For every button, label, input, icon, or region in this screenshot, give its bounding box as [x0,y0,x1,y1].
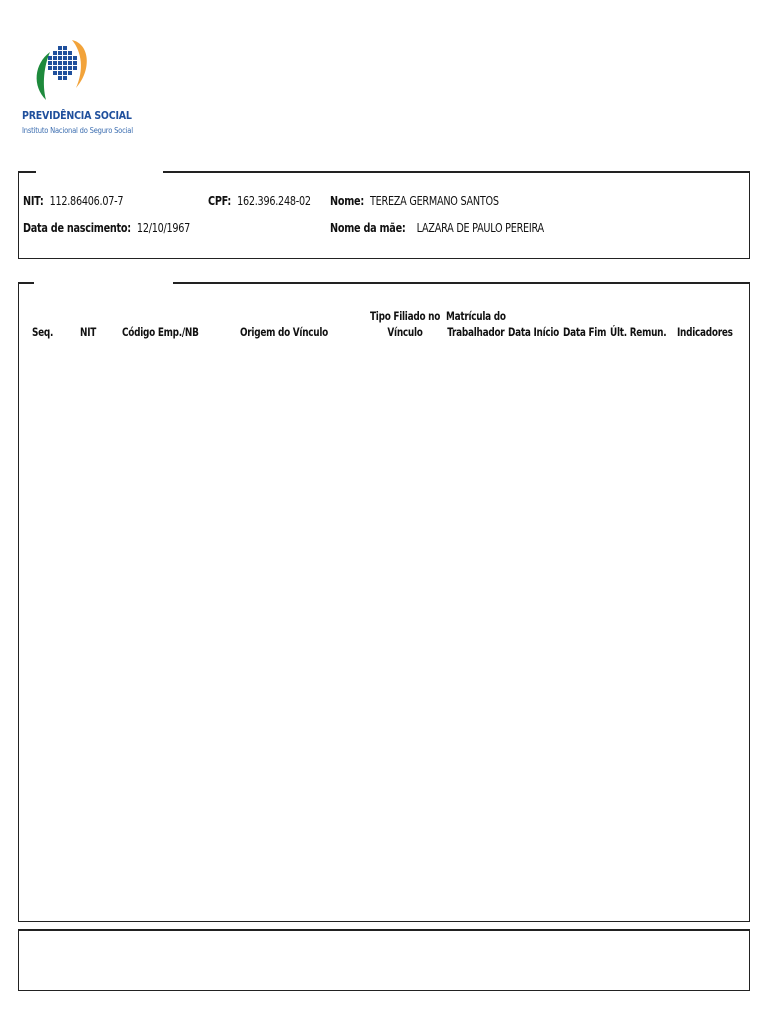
birthdate-value: 12/10/1967 [136,220,191,235]
cpf-field [208,193,311,208]
header-codigo-emp-nb: Código Emp./NB [122,325,199,339]
header-matricula-trabalhador [446,308,506,340]
mother-name-label: Nome da mãe: [330,220,406,235]
previdencia-logo-icon [32,36,94,106]
mother-name-field [330,220,544,235]
footer-section [18,929,750,991]
nit-label: NIT: [23,193,44,208]
brand-name: PREVIDÊNCIA SOCIAL [22,110,132,122]
header-tipo-filiado [370,308,440,340]
header-tipo-filiado-line1: Tipo Filiado no [370,309,441,323]
nit-field [23,193,123,208]
header-nit: NIT [80,325,97,339]
birthdate-field [23,220,190,235]
vinculos-table [18,282,750,922]
cpf-label: CPF: [208,193,232,208]
identification-section [18,171,750,259]
header-data-inicio: Data Início [508,325,560,339]
header-origem-vinculo: Origem do Vínculo [240,325,329,339]
header-matricula-line1: Matrícula do [446,309,506,323]
nome-value: TEREZA GERMANO SANTOS [369,193,499,208]
mother-name-value: LAZARA DE PAULO PEREIRA [416,220,544,235]
header-matricula-line2: Trabalhador [447,325,505,339]
nit-value: 112.86406.07-7 [49,193,124,208]
birthdate-label: Data de nascimento: [23,220,131,235]
header-tipo-filiado-line2: Vínculo [387,325,423,339]
nome-label: Nome: [330,193,364,208]
header-indicadores: Indicadores [677,325,733,339]
header-data-fim: Data Fim [563,325,607,339]
cpf-value: 162.396.248-02 [237,193,311,208]
brand-subtitle: Instituto Nacional do Seguro Social [22,126,133,135]
header-ult-remun: Últ. Remun. [610,325,667,339]
nome-field [330,193,499,208]
header-seq: Seq. [32,325,54,339]
previdencia-social-logo [18,36,133,142]
